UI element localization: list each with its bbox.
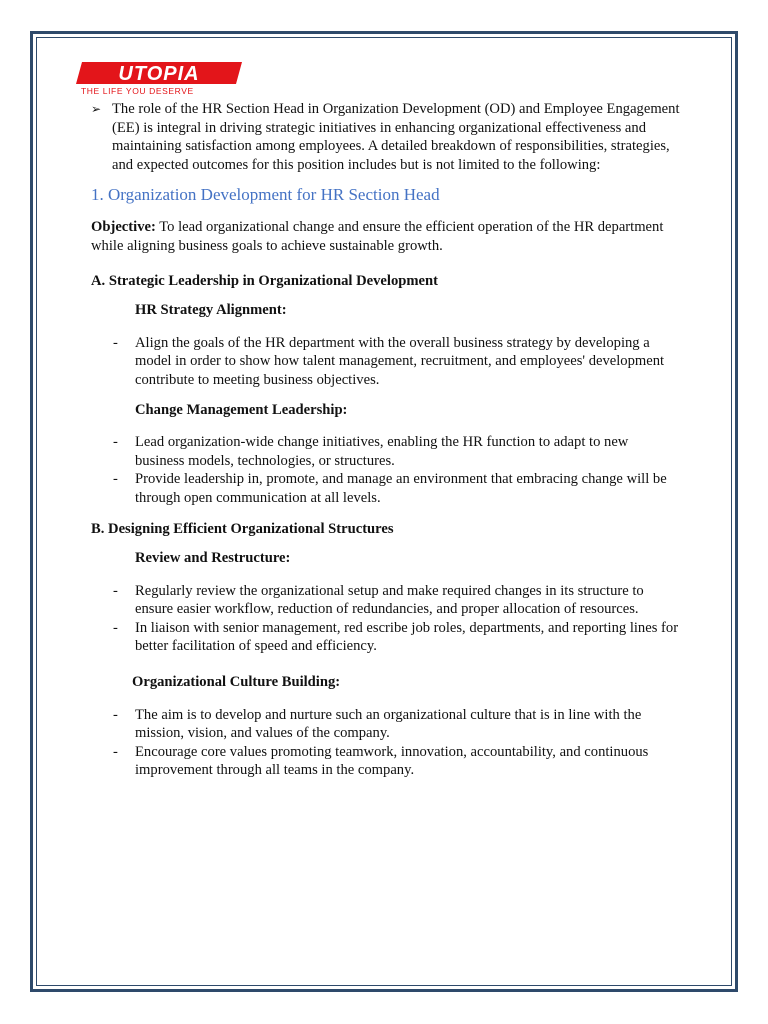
hr-strategy-title: HR Strategy Alignment:: [135, 302, 287, 319]
hr-strategy-list: [91, 334, 681, 390]
list-item: - The aim is to develop and nurture such an organizational culture that is in line with the mission, vision, and values of the company.: [113, 706, 642, 742]
svg-text:THE LIFE YOU DESERVE: THE LIFE YOU DESERVE: [81, 86, 194, 96]
review-restructure-title: Review and Restructure:: [135, 550, 291, 567]
arrow-bullet-icon: ➢: [91, 102, 102, 116]
objective-text: To lead organizational change and ensure the efficient operation of the HR department while aligning business goals to achieve sustainable growth.: [91, 219, 664, 254]
objective-label: Objective:: [91, 219, 156, 236]
list-item: - Lead organization-wide change initiatives, enabling the HR function to adapt to new business models, technologies, or structures.: [113, 434, 629, 469]
culture-building-list: [91, 706, 681, 780]
list-item: - Regularly review the organizational setup and make required changes in its structure to ensure easier workflow, reduction of redundancies, and proper allocation of resources.: [113, 582, 644, 618]
list-item: - In liaison with senior management, red escribe job roles, departments, and reporting lines for better facilitation of speed and efficiency.: [113, 619, 679, 655]
utopia-logo: [76, 60, 242, 96]
change-management-list: [91, 433, 681, 507]
review-restructure-list: [91, 582, 681, 656]
part-b-title: B. Designing Efficient Organizational Structures: [91, 520, 394, 537]
document-body: [91, 100, 681, 780]
svg-text:UTOPIA: UTOPIA: [118, 63, 200, 85]
intro-paragraph: [91, 100, 681, 174]
change-management-title: Change Management Leadership:: [135, 401, 348, 418]
intro-text: The role of the HR Section Head in Organization Development (OD) and Employee Engagement (EE) is integral in driving strategic initiatives in enhancing organizational effectiveness and maintaining satisfaction among employees. A detailed breakdown of responsibilities, strategies, and expected outcomes for this position includes but is not limited to the following:: [112, 101, 680, 173]
list-item: - Provide leadership in, promote, and manage an environment that embracing change will be through open communication at all levels.: [113, 471, 667, 506]
part-a-title: A. Strategic Leadership in Organizational Development: [91, 272, 438, 289]
list-item: - Align the goals of the HR department with the overall business strategy by developing a model in order to show how talent management, recruitment, and employees' development contribute to meeting business objectives.: [113, 334, 665, 388]
list-item: - Encourage core values promoting teamwork, innovation, accountability, and continuous improvement through all teams in the company.: [113, 743, 649, 779]
objective-paragraph: [91, 218, 681, 255]
culture-building-title: Organizational Culture Building:: [132, 674, 341, 691]
section-heading: 1. Organization Development for HR Section Head: [91, 185, 440, 205]
